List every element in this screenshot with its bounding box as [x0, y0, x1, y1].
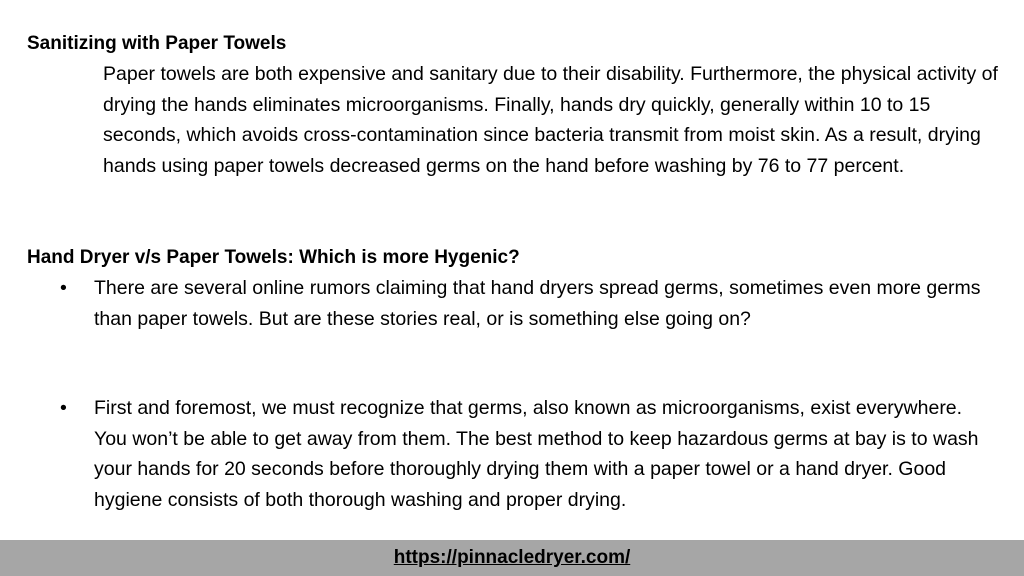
footer-bar	[0, 540, 1024, 576]
list-item-text: There are several online rumors claiming that hand dryers spread germs, sometimes even more germs than paper towels. But are these stories real, or is something else going on?	[94, 277, 981, 330]
list-item	[60, 273, 980, 373]
list-item-text: First and foremost, we must recognize that germs, also known as microorganisms, exist everywhere. You won’t be able to get away from them. The best method to keep hazardous germs at bay is to wash your hands for 20 seconds before thoroughly drying them with a paper towel or a hand dryer. Good hygiene consists of both thorough washing and proper drying.	[94, 397, 979, 511]
section-heading-comparison: Hand Dryer v/s Paper Towels: Which is more Hygenic?	[27, 247, 520, 268]
list-item	[60, 393, 980, 543]
footer-website-link[interactable]: https://pinnacledryer.com/	[393, 547, 631, 568]
sanitizing-paragraph: Paper towels are both expensive and sanitary due to their disability. Furthermore, the physical activity of drying the hands eliminates microorganisms. Finally, hands dry quickly, generally within 10 to 15 seconds, which avoids cross-contamination since bacteria transmit from moist skin. As a result, drying hands using paper towels decreased germs on the hand before washing by 76 to 77 percent.	[103, 63, 998, 177]
bullet-icon: •	[60, 277, 67, 299]
section-heading-sanitizing: Sanitizing with Paper Towels	[27, 33, 287, 54]
bullet-icon: •	[60, 397, 67, 419]
